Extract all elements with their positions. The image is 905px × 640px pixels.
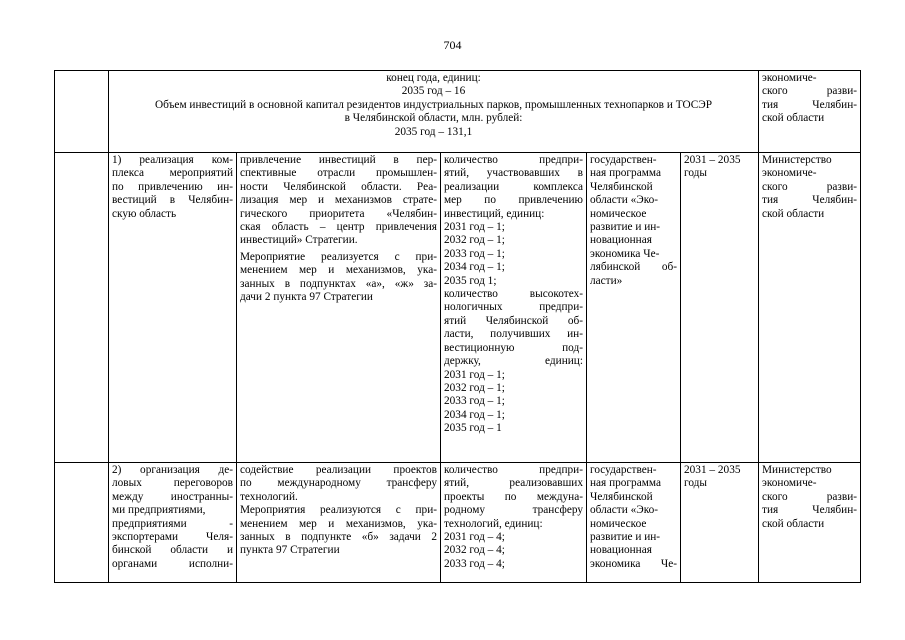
indicator-line: 2033 год – 1; (444, 395, 505, 408)
activity-line: экспортерами Челя- (112, 531, 233, 544)
indicator-line: 2032 год – 1; (444, 234, 505, 247)
program-line: новационная (590, 234, 652, 247)
content-line: ская область – центр привлечения (240, 221, 437, 234)
indicator-line: 2033 год – 1; (444, 247, 505, 260)
cell-number-empty (55, 153, 109, 463)
content-paragraph (240, 464, 437, 504)
content-line: содействие реализации проектов (240, 464, 437, 476)
content-cell (237, 153, 441, 463)
program-line: экономика Че- (590, 247, 660, 260)
responsible-line: ского разви- (762, 490, 858, 503)
activity-line: вестиций в Челябин- (112, 194, 233, 207)
program-line: ная программа (590, 167, 661, 180)
responsible-cell (759, 463, 861, 583)
content-line: Мероприятия реализуются с при- (240, 504, 437, 517)
program-line: Челябинской (590, 180, 653, 193)
indicator-line: 2034 год – 1; (444, 408, 505, 421)
responsible-line: Министерство (762, 154, 832, 166)
content-line: спективные отрасли промышлен- (240, 167, 437, 180)
content-line: Мероприятие реализуется с при- (240, 250, 437, 263)
responsible-line: тия Челябин- (762, 194, 858, 207)
indicator-line: нологичных предпри- (444, 301, 583, 314)
summary-line: 2035 год – 131,1 (394, 125, 473, 138)
content-line: менением мер и механизмов, ука- (240, 517, 437, 530)
responsible-line: тия Челябин- (762, 504, 858, 517)
activity-line: 2) организация де- (112, 464, 233, 476)
summary-line: Объем инвестиций в основной капитал резидентов индустриальных парков, промышленных технопарков и ТОСЭР (154, 98, 713, 111)
content-line: гического приоритета «Челябин- (240, 207, 437, 220)
indicator-line: количество предпри- (444, 464, 583, 476)
period-cell: 2031 – 2035 годы (681, 463, 759, 583)
indicator-line: родному трансферу (444, 504, 583, 517)
indicator-line: ятий, участвовавших в (444, 167, 583, 180)
table-row-header-block (55, 71, 861, 153)
indicator-line: вестиционную под- (444, 341, 583, 354)
indicator-line: 2035 год 1; (444, 274, 497, 287)
program-line: государствен- (590, 154, 657, 166)
content-line: лизация мер и механизмов страте- (240, 194, 437, 207)
content-line: занных в подпунктах «а», «ж» за- (240, 277, 437, 290)
indicator-line: 2031 год – 4; (444, 531, 505, 544)
summary-line: 2035 год – 16 (401, 85, 466, 98)
program-line: номическое (590, 517, 647, 530)
program-line: лябинской об- (590, 261, 677, 274)
indicator-line: инвестиций, единиц: (444, 207, 545, 220)
program-line: области «Эко- (590, 504, 659, 517)
content-line: пункта 97 Стратегии (240, 544, 340, 557)
indicator-line: реализации комплекса (444, 180, 583, 193)
responsible-line: ской области (762, 517, 825, 530)
program-line: новационная (590, 544, 652, 557)
activity-line: органами исполни- (112, 557, 233, 570)
content-line: дачи 2 пункта 97 Стратегии (240, 291, 373, 304)
program-line: области «Эко- (590, 194, 659, 207)
summary-line: в Челябинской области, млн. рублей: (344, 112, 523, 125)
measures-table (54, 70, 861, 583)
activity-line: ловых переговоров (112, 477, 233, 490)
activity-line: 1) реализация ком- (112, 154, 233, 166)
responsible-cell (759, 71, 861, 153)
program-line: государствен- (590, 464, 657, 476)
responsible-line: ского разви- (762, 85, 858, 98)
indicator-line: 2032 год – 4; (444, 544, 505, 557)
content-paragraph (240, 154, 437, 248)
table-row (55, 153, 861, 463)
period-cell: 2031 – 2035 годы (681, 153, 759, 463)
indicator-line: количество предпри- (444, 154, 583, 166)
indicator-summary-cell (109, 71, 759, 153)
activity-line: бинской области и (112, 544, 233, 557)
activity-line: ми предприятиями, (112, 504, 206, 517)
responsible-cell (759, 153, 861, 463)
activity-line: предприятиями - (112, 517, 233, 530)
indicators-cell (441, 153, 587, 463)
responsible-line: экономиче- (762, 72, 817, 84)
responsible-line: экономиче- (762, 477, 817, 490)
content-line: привлечение инвестиций в пер- (240, 154, 437, 166)
content-line: по международному трансферу (240, 477, 437, 490)
indicator-line: мер по привлечению (444, 194, 583, 207)
content-paragraph (240, 504, 437, 558)
table-row (55, 463, 861, 583)
indicator-line: проекты по междуна- (444, 490, 583, 503)
page-number: 704 (443, 38, 462, 52)
program-line: номическое (590, 207, 647, 220)
indicator-line: 2032 год – 1; (444, 381, 505, 394)
activity-line: между иностранны- (112, 490, 233, 503)
indicator-line: количество высокотех- (444, 288, 583, 301)
content-line: занных в подпункте «б» задачи 2 (240, 531, 437, 544)
activity-line: плекса мероприятий (112, 167, 233, 180)
indicator-line: 2035 год – 1 (444, 422, 502, 435)
program-line: развитие и ин- (590, 531, 661, 544)
activity-cell (109, 153, 237, 463)
activity-line: скую область (112, 207, 177, 220)
content-line: ности Челябинской области. Реа- (240, 180, 437, 193)
content-line: технологий. (240, 490, 298, 503)
responsible-line: тия Челябин- (762, 98, 858, 111)
indicator-line: ятий, реализовавших (444, 477, 583, 490)
responsible-line: экономиче- (762, 167, 817, 180)
content-cell (237, 463, 441, 583)
content-line: инвестиций» Стратегии. (240, 234, 358, 247)
content-line: менением мер и механизмов, ука- (240, 264, 437, 277)
indicator-line: 2033 год – 4; (444, 557, 505, 570)
activity-cell (109, 463, 237, 583)
indicator-line: ласти, получивших ин- (444, 328, 583, 341)
indicators-cell (441, 463, 587, 583)
program-line: Челябинской (590, 490, 653, 503)
indicator-line: 2034 год – 1; (444, 261, 505, 274)
responsible-line: ской области (762, 112, 825, 125)
indicator-line: ятий Челябинской об- (444, 314, 583, 327)
content-paragraph (240, 251, 437, 305)
cell-number-empty (55, 71, 109, 153)
indicator-line: технологий, единиц: (444, 517, 543, 530)
indicator-line: 2031 год – 1; (444, 221, 505, 234)
responsible-line: ского разви- (762, 180, 858, 193)
indicator-line: 2031 год – 1; (444, 368, 505, 381)
program-line: ласти» (590, 274, 623, 287)
responsible-line: ской области (762, 207, 825, 220)
program-line: развитие и ин- (590, 221, 661, 234)
program-line: ная программа (590, 477, 661, 490)
cell-number-empty (55, 463, 109, 583)
program-cell (587, 463, 681, 583)
program-cell (587, 153, 681, 463)
responsible-line: Министерство (762, 464, 832, 476)
activity-line: по привлечению ин- (112, 180, 233, 193)
summary-line: конец года, единиц: (386, 72, 481, 84)
indicator-line: держку, единиц: (444, 355, 583, 368)
program-line: экономика Че- (590, 557, 677, 570)
